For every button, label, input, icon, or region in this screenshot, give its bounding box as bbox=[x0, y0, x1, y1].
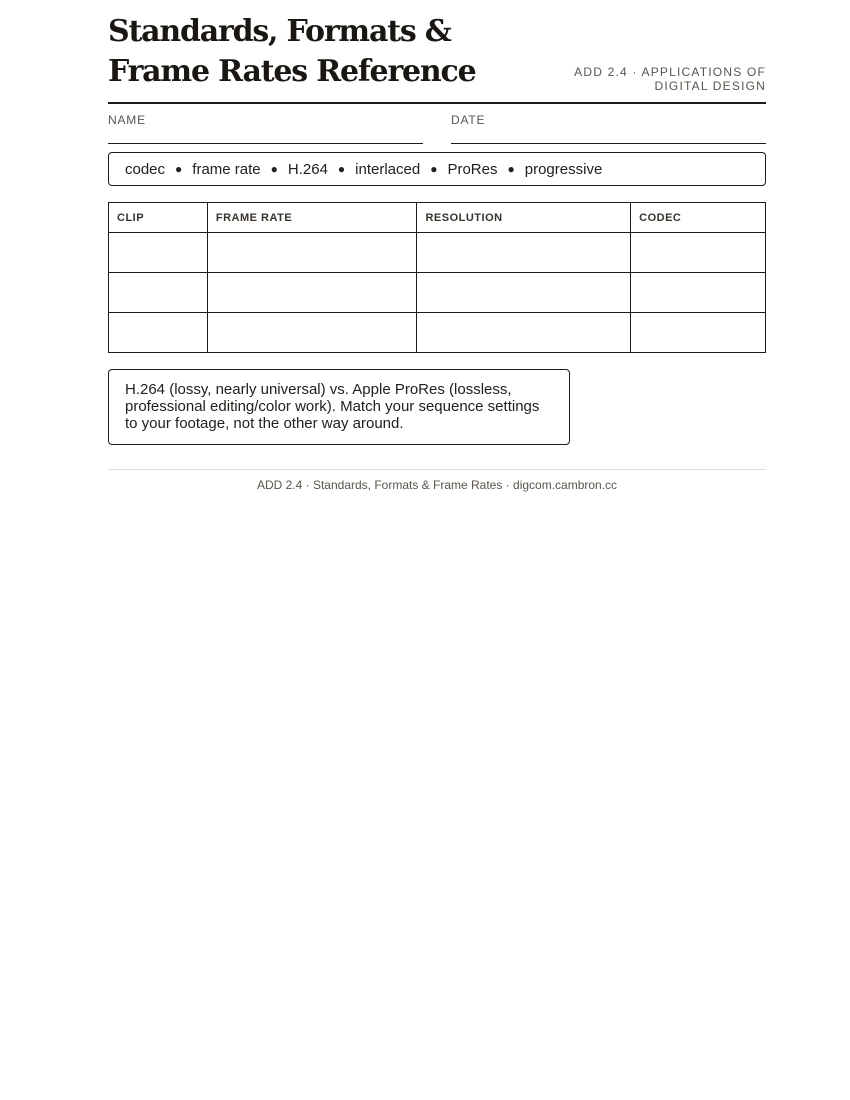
name-field-line[interactable] bbox=[108, 143, 423, 144]
term-h264: H.264 bbox=[287, 160, 328, 178]
table-cell-codec[interactable] bbox=[631, 273, 766, 313]
course-label-line-1: ADD 2.4 · APPLICATIONS OF bbox=[574, 65, 766, 79]
table-cell-frame-rate[interactable] bbox=[207, 313, 417, 353]
bullet-separator: ● bbox=[507, 162, 515, 176]
worksheet bbox=[108, 12, 766, 492]
column-header-frame-rate: FRAME RATE bbox=[207, 203, 417, 233]
term-bank bbox=[108, 152, 766, 186]
course-label bbox=[566, 65, 766, 93]
table-cell-clip[interactable] bbox=[109, 313, 208, 353]
table-cell-clip[interactable] bbox=[109, 233, 208, 273]
name-field[interactable] bbox=[108, 113, 423, 144]
page-title: Standards, Formats & Frame Rates Reference bbox=[108, 14, 476, 89]
tip-note: H.264 (lossy, nearly universal) vs. Apple ProRes (lossless, professional editing/color work). Match your sequence settings to your footage, not the other way around. bbox=[108, 369, 570, 445]
clip-table bbox=[108, 202, 766, 353]
column-header-clip: CLIP bbox=[109, 203, 208, 233]
term-interlaced: interlaced bbox=[355, 160, 421, 178]
name-field-label: NAME bbox=[108, 113, 146, 127]
date-field[interactable] bbox=[451, 113, 766, 144]
column-header-resolution: RESOLUTION bbox=[417, 203, 631, 233]
table-row bbox=[109, 233, 766, 273]
table-cell-resolution[interactable] bbox=[417, 313, 631, 353]
bullet-separator: ● bbox=[175, 162, 183, 176]
term-codec: codec bbox=[125, 160, 166, 178]
term-prores: ProRes bbox=[447, 160, 498, 178]
table-cell-resolution[interactable] bbox=[417, 233, 631, 273]
bullet-separator: ● bbox=[270, 162, 278, 176]
bullet-separator: ● bbox=[337, 162, 346, 176]
worksheet-header bbox=[108, 12, 766, 104]
table-cell-frame-rate[interactable] bbox=[207, 273, 417, 313]
table-cell-resolution[interactable] bbox=[417, 273, 631, 313]
student-fields bbox=[108, 113, 766, 144]
table-row bbox=[109, 313, 766, 353]
term-frame-rate: frame rate bbox=[192, 160, 261, 178]
bullet-separator: ● bbox=[430, 162, 438, 176]
course-label-line-2: DIGITAL DESIGN bbox=[654, 79, 766, 93]
table-row bbox=[109, 273, 766, 313]
column-header-codec: CODEC bbox=[631, 203, 766, 233]
table-cell-clip[interactable] bbox=[109, 273, 208, 313]
table-cell-codec[interactable] bbox=[631, 313, 766, 353]
term-progressive: progressive bbox=[524, 160, 603, 178]
date-field-label: DATE bbox=[451, 113, 486, 127]
table-header-row bbox=[109, 203, 766, 233]
table-cell-frame-rate[interactable] bbox=[207, 233, 417, 273]
page-footer: ADD 2.4 · Standards, Formats & Frame Rates · digcom.cambron.cc bbox=[108, 469, 766, 492]
table-cell-codec[interactable] bbox=[631, 233, 766, 273]
date-field-line[interactable] bbox=[451, 143, 766, 144]
